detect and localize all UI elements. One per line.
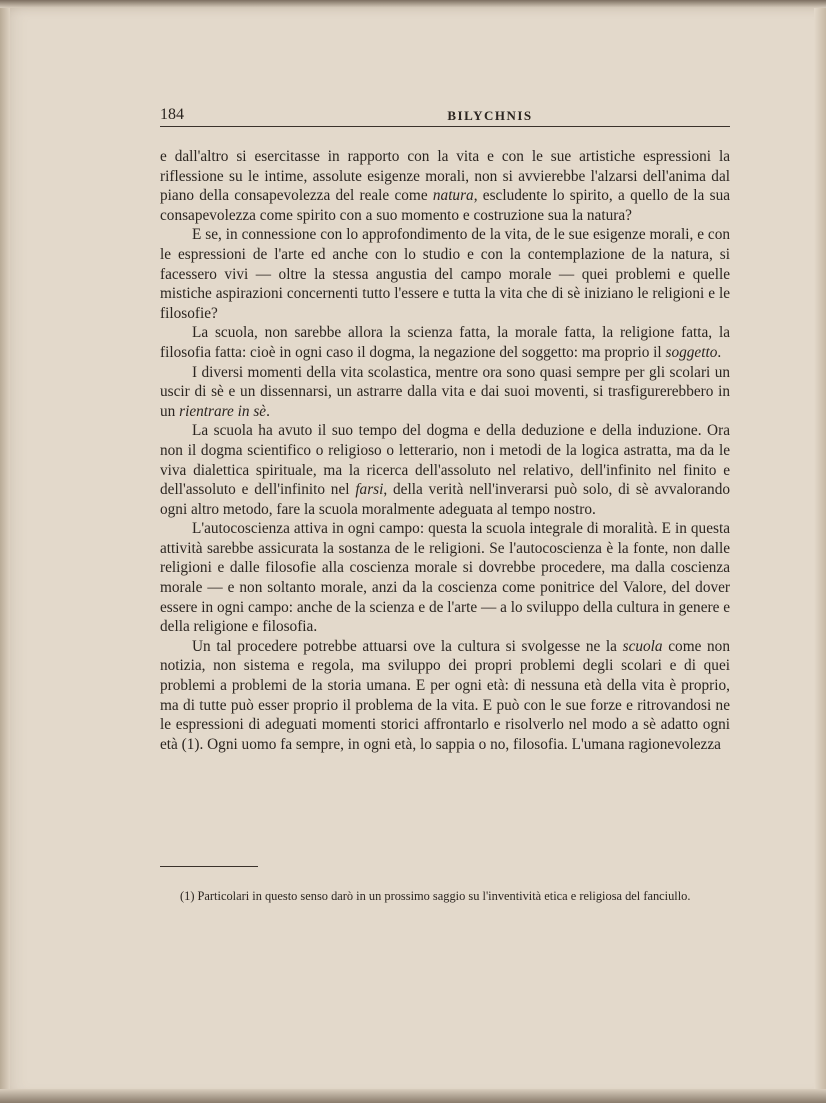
page-edge-left [0, 0, 10, 1103]
paragraph [160, 421, 730, 519]
footnote: (1) Particolari in questo senso darò in un prossimo saggio su l'inventività etica e religiosa del fanciullo. [180, 889, 691, 903]
text-run: La scuola ha avuto il suo tempo del dogma e della deduzione e della induzione. Ora non il dogma scientifico o religioso o letterario, non i metodi de la logica astratta, ma da le viva dialettica spirituale, ma la ricerca dell'assoluto nel relativo, dell'infinito nel finito e dell'assoluto e dell'infinito nel [160, 422, 730, 499]
paragraph [160, 323, 730, 362]
text-run: . [266, 402, 270, 420]
page-edge-right [814, 0, 826, 1103]
text-run: come non notizia, non sistema e regola, ma sviluppo dei propri problemi degli scolari e di quei problemi a problemi de la storia umana. E per ogni età: di nessuna età della vita è proprio, ma di tutte può esser proprio il problema de la vita. E può con le sue forze e ritrovandosi ne le espressioni di adeguati momenti storici affrontarlo e risolverlo nel modo a sè adatto ogni età (1). Ogni uomo fa sempre, in ogni età, lo sappia o no, filosofia. L'umana ragionevolezza [160, 637, 730, 753]
paragraph [160, 637, 730, 755]
text-run: E se, in connessione con lo approfondimento de la vita, de le sue esigenze morali, e con le espressioni de l'arte ed anche con lo studio e con la contemplazione de la natura, si facessero vivi — oltre la stessa angustia del campo morale — quei problemi e quelle mistiche aspirazioni concernenti tutto l'essere e tutta la vita che di sè iniziano le religioni e le filosofie? [160, 226, 730, 322]
italic-text: farsi [355, 481, 384, 499]
page-header [160, 106, 730, 126]
page-edge-top [0, 0, 826, 8]
italic-text: rientrare in sè [179, 402, 267, 420]
page-edge-bottom [0, 1089, 826, 1103]
text-run: I diversi momenti della vita scolastica, mentre ora sono quasi sempre per gli scolari un uscir di sè e un dissennarsi, un astrarre dalla vita e dai suoi moventi, si trasfigurerebbero in un [160, 363, 730, 420]
paragraph [160, 519, 730, 637]
footnote-rule [160, 866, 258, 867]
italic-text: natura [432, 187, 474, 205]
paragraph [160, 147, 730, 225]
text-run: . [717, 343, 722, 361]
text-run: e dall'altro si esercitasse in rapporto con la vita e con le sue artistiche espressioni la riflessione su le intime, assolute esigenze morali, non si avvierebbe l'alzarsi dell'anima dal piano della consapevolezza del reale come [160, 148, 730, 205]
header-rule [160, 126, 730, 127]
text-run: L'autocoscienza attiva in ogni campo: questa la scuola integrale di moralità. E in questa attività sarebbe assicurata la sostanza de le religioni. Se l'autocoscienza è la fonte, non dalle religioni e dalle filosofie alla coscienza morale si dovrebbe procedere, ma dalla coscienza morale — e non soltanto morale, anzi da la coscienza come ponitrice del Valore, del dover essere in ogni campo: anche de la scienza e de l'arte — a lo sviluppo della cultura in genere e della religione e filosofia. [160, 520, 730, 636]
page-number: 184 [160, 106, 184, 123]
italic-text: scuola [622, 637, 663, 655]
text-run: , della verità nell'inverarsi può solo, di sè avvalorando ogni altro metodo, fare la scuola moralmente adeguata al tempo nostro. [160, 481, 730, 518]
italic-text: soggetto [665, 343, 718, 361]
paragraph [160, 225, 730, 323]
text-run: Un tal procedere potrebbe attuarsi ove la cultura si svolgesse ne la [192, 637, 623, 655]
paragraph [160, 363, 730, 422]
text-run: La scuola, non sarebbe allora la scienza fatta, la morale fatta, la religione fatta, la filosofia fatta: cioè in ogni caso il dogma, la negazione del soggetto: ma proprio il [160, 324, 730, 361]
body-text [160, 147, 730, 754]
running-title: BILYCHNIS [447, 108, 533, 123]
text-run: , escludente lo spirito, a quello de la sua consapevolezza come spirito con a suo momento e costruzione sua la natura? [160, 187, 731, 224]
